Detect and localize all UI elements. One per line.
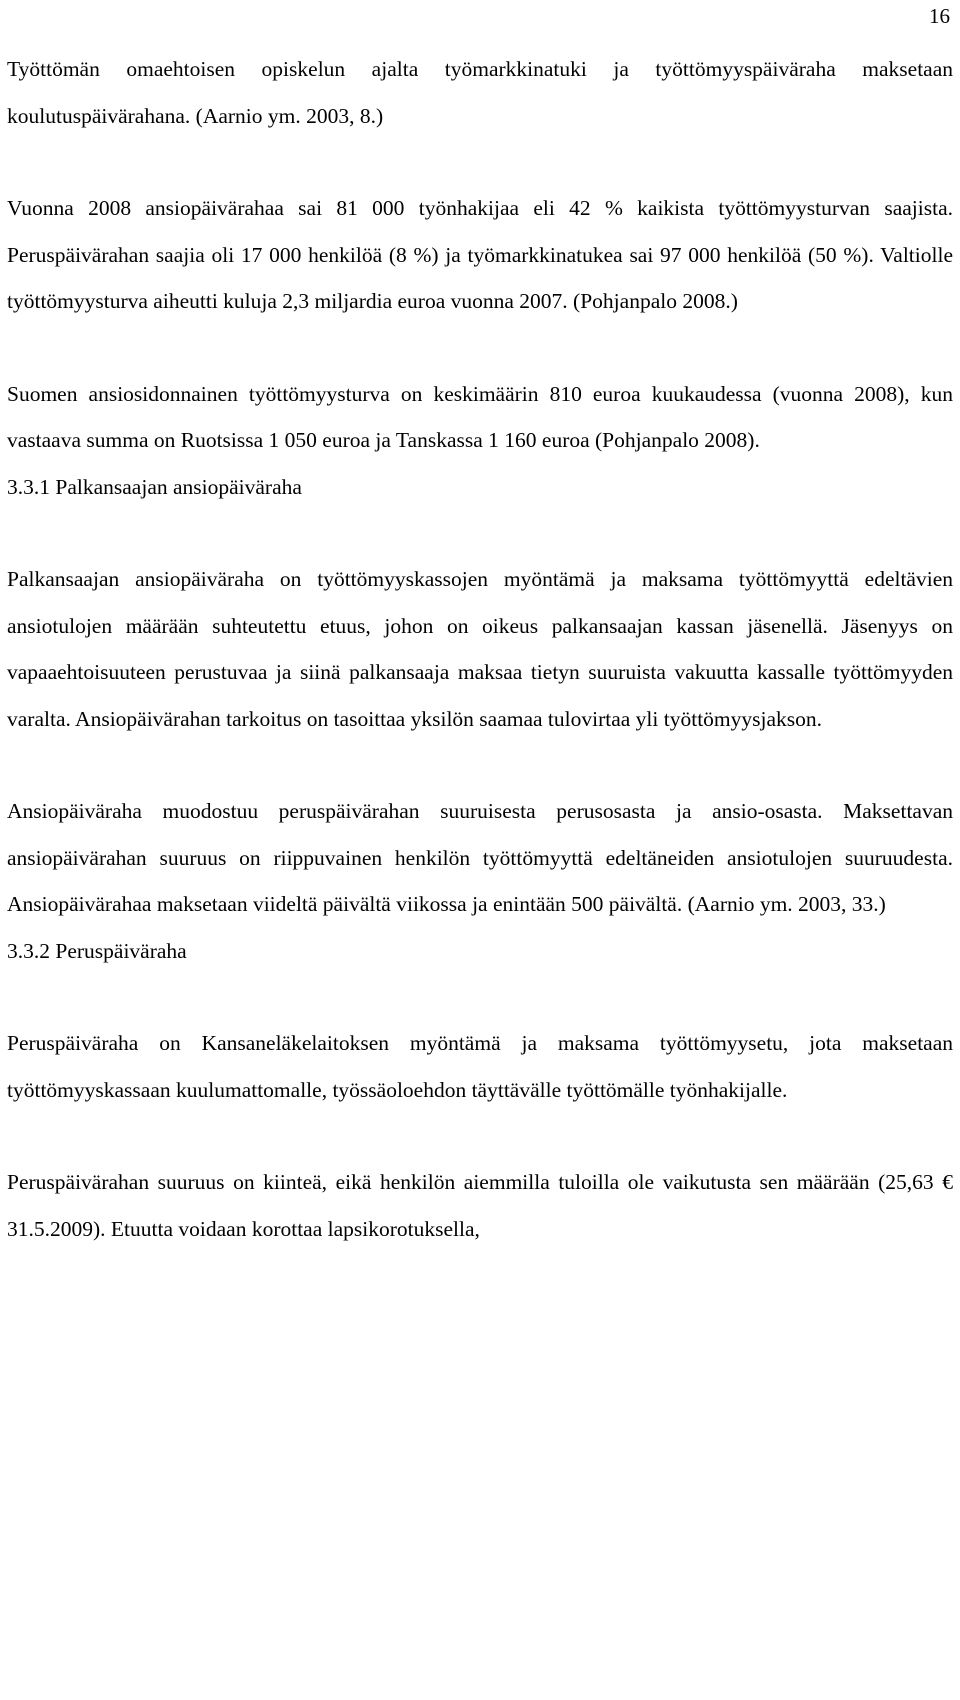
section-heading-ansiopaivaraha: 3.3.1 Palkansaajan ansiopäiväraha [7, 474, 302, 499]
paragraph-koulutuspaivaraha: Työttömän omaehtoisen opiskelun ajalta työmarkkinatuki ja työttömyyspäiväraha maksetaan koulutuspäivärahana. (Aarnio ym. 2003, 8.) [7, 57, 953, 128]
paragraph-ansiopaivaraha-definition: Palkansaajan ansiopäiväraha on työttömyyskassojen myöntämä ja maksama työttömyyttä edeltävien ansiotulojen määrään suhteutettu etuus, johon on oikeus palkansaajan kassan jäsenellä. Jäsenyys on vapaaehtoisuuteen perustuvaa ja siinä palkansaaja maksaa tietyn suuruista vakuutta kassalle työttömyyden varalta. Ansiopäivärahan tarkoitus on tasoittaa yksilön saamaa tulovirtaa yli työttömyysjakson. [7, 567, 953, 731]
paragraph-comparison: Suomen ansiosidonnainen työttömyysturva on keskimäärin 810 euroa kuukaudessa (vuonna 2008), kun vastaava summa on Ruotsissa 1 050 euroa ja Tanskassa 1 160 euroa (Pohjanpalo 2008). [7, 381, 953, 452]
page-number: 16 [929, 4, 950, 28]
paragraph-peruspaivaraha-definition: Peruspäiväraha on Kansaneläkelaitoksen myöntämä ja maksama työttömyysetu, jota maksetaan työttömyyskassaan kuulumattomalle, työssäoloehdon täyttävälle työttömälle työnhakijalle. [7, 1031, 953, 1102]
paragraph-ansiopaivaraha-composition: Ansiopäiväraha muodostuu peruspäivärahan suuruisesta perusosasta ja ansio-osasta. Maksettavan ansiopäivärahan suuruus on riippuvainen henkilön työttömyyttä edeltäneiden ansiotulojen suuruudesta. Ansiopäivärahaa maksetaan viideltä päivältä viikossa ja enintään 500 päivältä. (Aarnio ym. 2003, 33.) [7, 799, 953, 916]
section-heading-peruspaivaraha: 3.3.2 Peruspäiväraha [7, 938, 187, 963]
paragraph-statistics-2008: Vuonna 2008 ansiopäivärahaa sai 81 000 työnhakijaa eli 42 % kaikista työttömyysturvan saajista. Peruspäivärahan saajia oli 17 000 henkilöä (8 %) ja työmarkkinatukea sai 97 000 henkilöä (50 %). Valtiolle työttömyysturva aiheutti kuluja 2,3 miljardia euroa vuonna 2007. (Pohjanpalo 2008.) [7, 196, 953, 313]
page-content [7, 46, 953, 1252]
paragraph-peruspaivaraha-amount: Peruspäivärahan suuruus on kiinteä, eikä henkilön aiemmilla tuloilla ole vaikutusta sen määrään (25,63 € 31.5.2009). Etuutta voidaan korottaa lapsikorotuksella, [7, 1170, 953, 1241]
